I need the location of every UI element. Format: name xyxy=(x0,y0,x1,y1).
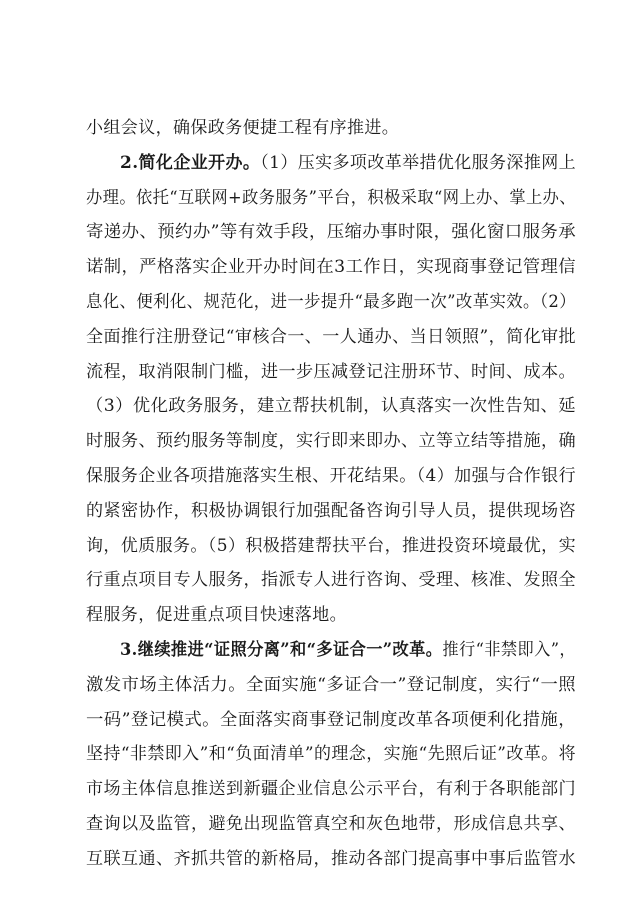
text-line xyxy=(86,389,576,424)
paragraph-text: 程服务，促进重点项目快速落地。 xyxy=(86,605,347,626)
paragraph-text: 小组会议，确保政务便捷工程有序推进。 xyxy=(86,118,400,138)
paragraph-text: 查询以及监管，避免出现监管真空和灰色地带，形成信息共享、 xyxy=(86,813,576,834)
text-line-content xyxy=(86,389,576,424)
paragraph-text: 诺制，严格落实企业开办时间在3工作日，实现商事登记管理信 xyxy=(86,257,576,278)
text-line-content xyxy=(86,842,576,877)
text-line-content xyxy=(120,633,576,668)
text-line-content xyxy=(86,703,576,738)
text-line xyxy=(86,355,576,390)
text-line xyxy=(86,146,576,181)
paragraph-text: 激发市场主体活力。全面实施“多证合一”登记制度，实行“一照 xyxy=(86,674,576,695)
text-line-content xyxy=(86,320,576,355)
section-heading: 3.继续推进“证照分离”和“多证合一”改革。 xyxy=(120,639,443,660)
text-line-content xyxy=(86,181,576,216)
text-line xyxy=(86,633,576,668)
paragraph-text: 行重点项目专人服务，指派专人进行咨询、受理、核准、发照全 xyxy=(86,570,576,591)
text-line xyxy=(86,250,576,285)
text-line xyxy=(86,703,576,738)
text-line xyxy=(86,807,576,842)
text-line xyxy=(86,529,576,564)
paragraph-text: 流程，取消限制门槛，进一步压减登记注册环节、时间、成本。 xyxy=(86,361,576,382)
text-line-content xyxy=(86,598,347,633)
paragraph-text: 询，优质服务。（5）积极搭建帮扶平台，推进投资环境最优，实 xyxy=(86,535,576,556)
text-line-content xyxy=(86,250,576,285)
paragraph-text: 互联互通、齐抓共管的新格局，推动各部门提高事中事后监管水 xyxy=(86,848,576,869)
section-heading: 2.简化企业开办。 xyxy=(120,152,261,173)
paragraph-text: 坚持“非禁即入”和“负面清单”的理念，实施“先照后证”改革。将 xyxy=(86,744,576,765)
text-line-content xyxy=(86,737,576,772)
text-line-content xyxy=(86,459,576,494)
body-text xyxy=(86,111,576,877)
text-line-content xyxy=(86,772,576,807)
text-line xyxy=(86,563,576,598)
text-line xyxy=(86,285,576,320)
paragraph-text: 一码”登记模式。全面落实商事登记制度改革各项便利化措施， xyxy=(86,709,576,730)
text-line xyxy=(86,320,576,355)
paragraph-text: 保服务企业各项措施落实生根、开花结果。（4）加强与合作银行 xyxy=(86,465,576,486)
text-line-content xyxy=(86,807,576,842)
paragraph-text: 息化、便利化、规范化，进一步提升“最多跑一次”改革实效。（2） xyxy=(86,291,576,312)
paragraph-text: 办理。依托“互联网+政务服务”平台，积极采取“网上办、掌上办、 xyxy=(86,187,576,208)
text-line xyxy=(86,181,576,216)
text-line xyxy=(86,459,576,494)
paragraph-text: 的紧密协作，积极协调银行加强配备咨询引导人员，提供现场咨 xyxy=(86,500,576,521)
text-line xyxy=(86,424,576,459)
text-line-content xyxy=(86,111,399,146)
paragraph-text: 推行“非禁即入”， xyxy=(442,639,576,660)
paragraph-text: （1）压实多项改革举措优化服务深推网上 xyxy=(260,152,576,173)
text-line-content xyxy=(86,563,576,598)
text-line xyxy=(86,598,576,633)
text-line xyxy=(86,842,576,877)
text-line-content xyxy=(120,146,576,181)
paragraph-text: （3）优化政务服务，建立帮扶机制，认真落实一次性告知、延 xyxy=(86,396,576,417)
paragraph-text: 全面推行注册登记“审核合一、一人通办、当日领照”，简化审批 xyxy=(86,326,576,347)
text-line xyxy=(86,215,576,250)
text-line xyxy=(86,737,576,772)
text-line xyxy=(86,668,576,703)
paragraph-text: 寄递办、预约办”等有效手段，压缩办事时限，强化窗口服务承 xyxy=(86,222,576,243)
paragraph-text: 市场主体信息推送到新疆企业信息公示平台，有利于各职能部门 xyxy=(86,779,576,800)
text-line-content xyxy=(86,285,576,320)
text-line xyxy=(86,494,576,529)
text-line-content xyxy=(86,668,576,703)
text-line-content xyxy=(86,529,576,564)
text-line xyxy=(86,111,576,146)
text-line-content xyxy=(86,355,576,390)
text-line-content xyxy=(86,215,576,250)
paragraph-text: 时服务、预约服务等制度，实行即来即办、立等立结等措施，确 xyxy=(86,431,576,452)
text-line-content xyxy=(86,494,576,529)
text-line xyxy=(86,772,576,807)
text-line-content xyxy=(86,424,576,459)
